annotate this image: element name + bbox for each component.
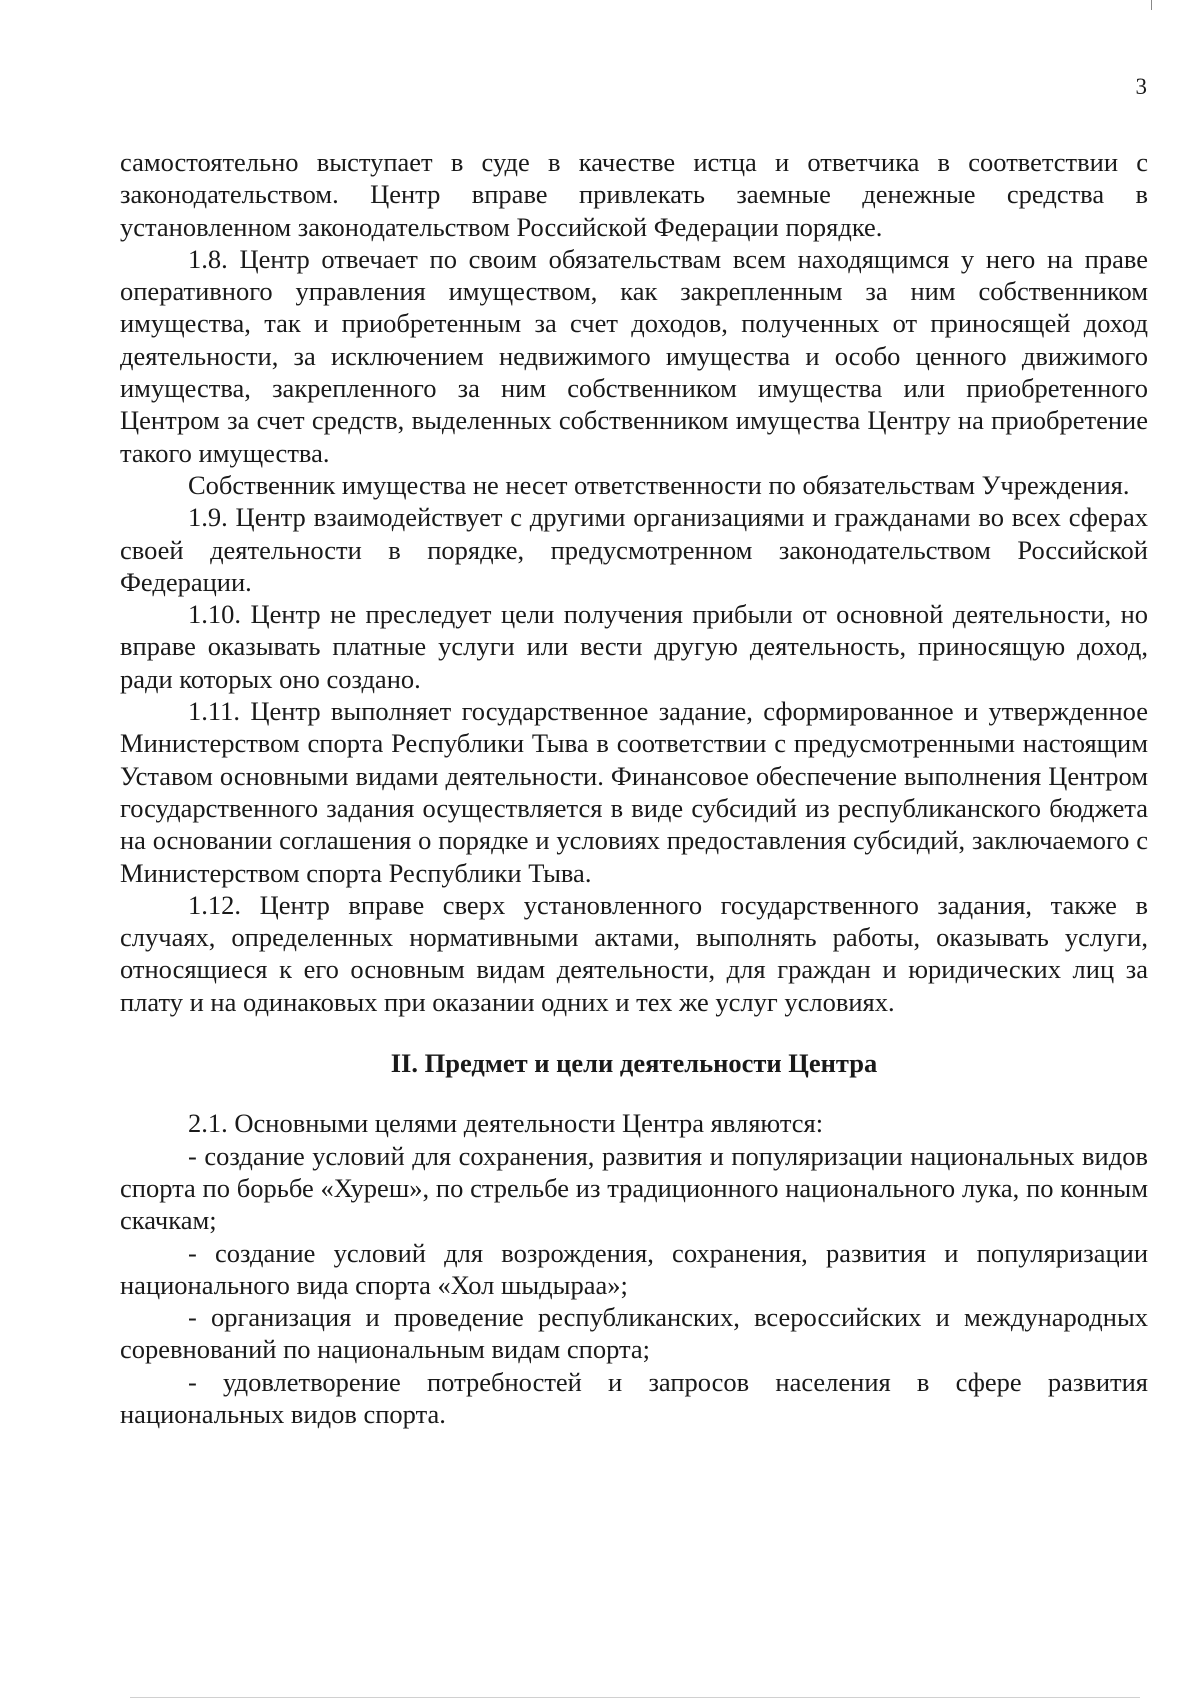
section-heading: II. Предмет и цели деятельности Центра <box>390 1048 878 1079</box>
paragraph-1-8: 1.8. Центр отвечает по своим обязательствам всем находящимся у него на праве оперативного управления имуществом, как закрепленным за ним собственником имущества, так и приобретенным за счет доходов, полученных от приносящей доход деятельности, за исключением недвижимого имущества и особо ценного движимого имущества, закрепленного за ним собственником имущества или приобретенного Центром за счет средств, выделенных собственником имущества Центру на приобретение такого имущества. <box>120 243 1148 468</box>
list-item-goal: - создание условий для сохранения, развития и популяризации национальных видов спорта по борьбе «Хуреш», по стрельбе из традиционного национального лука, по конным скачкам; <box>120 1140 1148 1236</box>
paragraph-1-10: 1.10. Центр не преследует цели получения прибыли от основной деятельности, но вправе оказывать платные услуги или вести другую деятельность, приносящую доход, ради которых оно создано. <box>120 599 1148 694</box>
scan-edge-line <box>130 1697 1140 1698</box>
list-item-goal: - создание условий для возрождения, сохранения, развития и популяризации национального вида спорта «Хол шыдыраа»; <box>120 1237 1148 1300</box>
paragraph-continuation: самостоятельно выступает в суде в качестве истца и ответчика в соответствии с законодательством. Центр вправе привлекать заемные денежные средства в установленном законодательством Российской Федерации порядке. <box>120 147 1148 242</box>
paragraph-1-12: 1.12. Центр вправе сверх установленного государственного задания, также в случаях, определенных нормативными актами, выполнять работы, оказывать услуги, относящиеся к его основным видам деятельности, для граждан и юридических лиц за плату и на одинаковых при оказании одних и тех же услуг условиях. <box>120 889 1148 1017</box>
paragraph-owner-liability: Собственник имущества не несет ответственности по обязательствам Учреждения. <box>188 469 1130 500</box>
page-number: 3 <box>1135 74 1147 99</box>
list-item-goal: - удовлетворение потребностей и запросов населения в сфере развития национальных видов спорта. <box>120 1366 1148 1429</box>
paragraph-1-11: 1.11. Центр выполняет государственное задание, сформированное и утвержденное Министерством спорта Республики Тыва в соответствии с предусмотренными настоящим Уставом основными видами деятельности. Финансовое обеспечение выполнения Центром государственного задания осуществляется в виде субсидий из республиканского бюджета на основании соглашения о порядке и условиях предоставления субсидий, заключаемого с Министерством спорта Республики Тыва. <box>120 696 1148 888</box>
paragraph-1-9: 1.9. Центр взаимодействует с другими организациями и гражданами во всех сферах своей деятельности в порядке, предусмотренном законодательством Российской Федерации. <box>120 502 1148 597</box>
paragraph-2-1: 2.1. Основными целями деятельности Центра являются: <box>188 1108 824 1139</box>
scan-mark <box>1151 0 1152 10</box>
list-item-goal: - организация и проведение республиканских, всероссийских и международных соревнований по национальным видам спорта; <box>120 1302 1148 1365</box>
document-body <box>120 146 1148 1430</box>
